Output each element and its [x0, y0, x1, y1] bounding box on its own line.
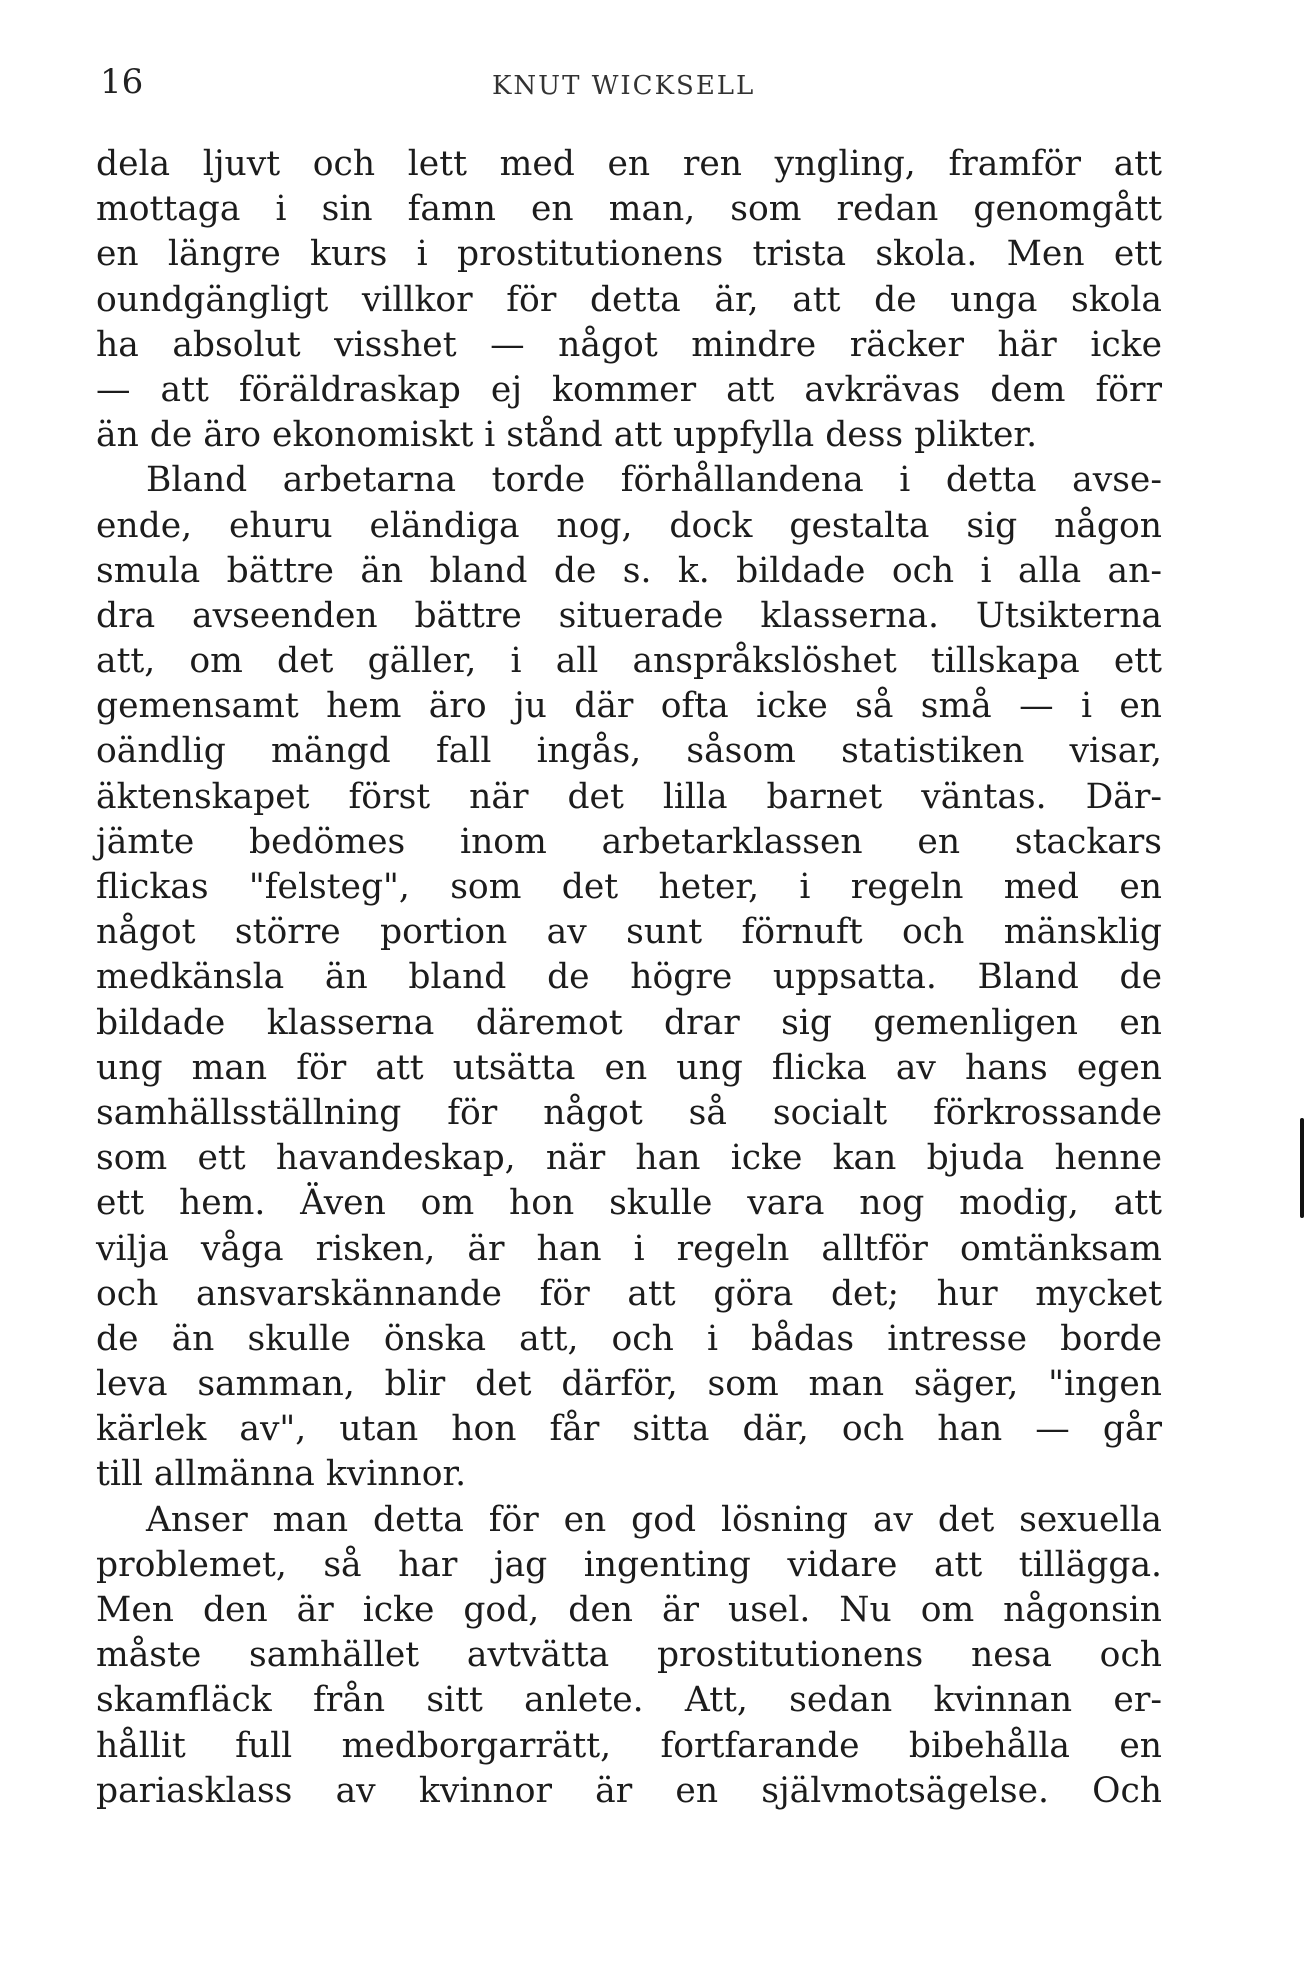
text-line: ung man för att utsätta en ung flicka av hans egen [96, 1047, 1162, 1088]
page-number: 16 [100, 62, 144, 102]
text-line: mottaga i sin famn en man, som redan genomgått [96, 189, 1162, 230]
page-header [100, 62, 1160, 112]
text-line: jämte bedömes inom arbetarklassen en stackars [96, 821, 1162, 862]
text-line: och ansvarskännande för att göra det; hur mycket [96, 1273, 1162, 1314]
text-line: en längre kurs i prostitutionens trista skola. Men ett [96, 234, 1162, 275]
text-line: Men den är icke god, den är usel. Nu om någonsin [96, 1590, 1162, 1630]
text-line: smula bättre än bland de s. k. bildade och i alla an- [96, 550, 1162, 591]
text-line: något större portion av sunt förnuft och mänsklig [96, 912, 1162, 953]
text-line: äktenskapet först när det lilla barnet väntas. Där- [96, 776, 1162, 817]
text-line: måste samhället avtvätta prostitutionens nesa och [96, 1635, 1162, 1676]
text-line: kärlek av", utan hon får sitta där, och han — går [96, 1409, 1162, 1450]
text-line: till allmänna kvinnor. [96, 1454, 467, 1495]
text-line: dela ljuvt och lett med en ren yngling, framför att [96, 144, 1162, 184]
text-line: — att föräldraskap ej kommer att avkrävas dem förr [96, 369, 1162, 410]
text-line: samhällsställning för något så socialt förkrossande [96, 1092, 1162, 1133]
text-line: flickas "felsteg", som det heter, i regeln med en [96, 867, 1162, 907]
text-line: ha absolut visshet — något mindre räcker här icke [96, 324, 1162, 365]
text-line: pariasklass av kvinnor är en självmotsägelse. Och [96, 1770, 1162, 1811]
text-line: som ett havandeskap, när han icke kan bjuda henne [96, 1138, 1162, 1179]
text-line: oundgängligt villkor för detta är, att de unga skola [96, 279, 1162, 320]
text-line: vilja våga risken, är han i regeln alltför omtänksam [96, 1228, 1162, 1269]
scan-edge-mark [1300, 1118, 1304, 1218]
text-line: att, om det gäller, i all anspråkslöshet tillskapa ett [96, 641, 1162, 682]
body-text [96, 142, 1162, 1814]
text-line: bildade klasserna däremot drar sig gemenligen en [96, 1002, 1162, 1043]
text-line: än de äro ekonomiskt i stånd att uppfylla dess plikter. [96, 415, 1038, 456]
running-head: KNUT WICKSELL [492, 71, 756, 101]
text-line: problemet, så har jag ingenting vidare att tillägga. [96, 1544, 1162, 1585]
text-line: medkänsla än bland de högre uppsatta. Bland de [96, 957, 1162, 998]
text-line: Anser man detta för en god lösning av det sexuella [146, 1499, 1162, 1540]
text-line: leva samman, blir det därför, som man säger, "ingen [96, 1364, 1162, 1405]
text-line: ett hem. Även om hon skulle vara nog modig, att [96, 1183, 1162, 1224]
text-line: oändlig mängd fall ingås, såsom statistiken visar, [96, 731, 1162, 772]
text-line: Bland arbetarna torde förhållandena i detta avse- [146, 460, 1162, 501]
text-line: dra avseenden bättre situerade klasserna. Utsikterna [96, 595, 1162, 636]
text-line: skamfläck från sitt anlete. Att, sedan kvinnan er- [96, 1680, 1162, 1721]
text-line: gemensamt hem äro ju där ofta icke så små — i en [96, 686, 1162, 727]
text-line: de än skulle önska att, och i bådas intresse borde [96, 1318, 1162, 1359]
text-line: hållit full medborgarrätt, fortfarande bibehålla en [96, 1725, 1162, 1766]
text-line: ende, ehuru eländiga nog, dock gestalta sig någon [96, 505, 1162, 546]
